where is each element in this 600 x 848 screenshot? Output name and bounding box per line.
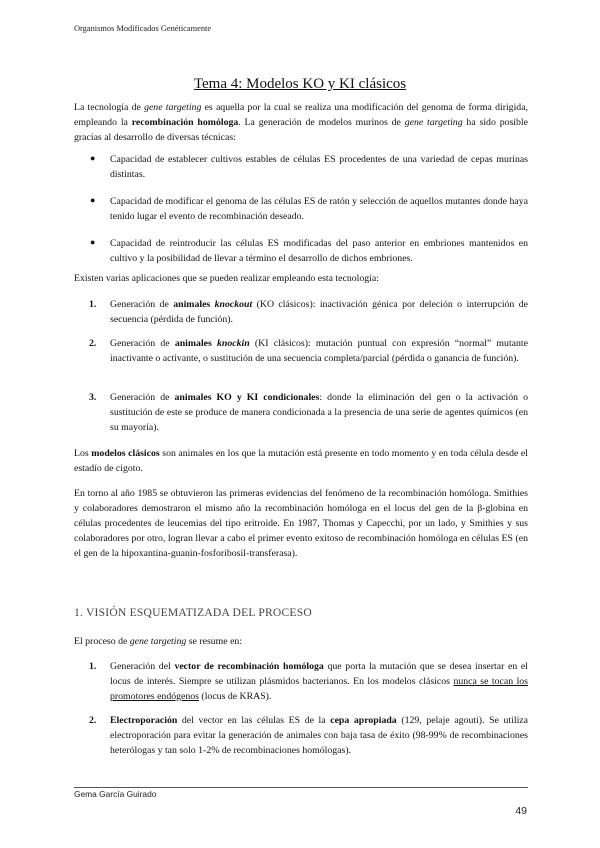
bullet-dot: ● (90, 153, 96, 163)
page-number: 49 (515, 805, 527, 817)
classic-models-paragraph: Los modelos clásicos son animales en los que la mutación está presente en todo momento y en toda célula desde el estadío de cigoto. (74, 448, 528, 474)
bullet-item: Capacidad de modificar el genoma de las células ES de ratón y selección de aquellos mutantes donde haya tenido lugar el evento de recombinación deseado. (110, 196, 528, 222)
history-paragraph: En torno al año 1985 se obtuvieron las primeras evidencias del fenómeno de la recombinación homóloga. Smithies y colaboradores demostraron el mismo año la recombinación homóloga en el locus del gen de la β-globina en células procedentes de leucemias del tipo eritroide. En 1987, Thomas y Capecchi, por un lado, y Smithies y sus colaboradores por otro, logran llevar a cabo el primer evento exitoso de recombinación homóloga en células ES (en el gen de la hipoxantina-guanin-fosforibosil-transferasa). (74, 488, 528, 559)
bullet-item: Capacidad de establecer cultivos estables de células ES procedentes de una variedad de cepas murinas distintas. (110, 154, 528, 180)
section-heading: 1. VISIÓN ESQUEMATIZADA DEL PROCESO (74, 606, 312, 619)
application-item: Generación de animales KO y KI condicionales: donde la eliminación del gen o la activación o sustitución de este se produce de manera condicionada a la presencia de una serie de agentes químicos (en su mayoría). (110, 392, 528, 433)
list-number: 3. (89, 392, 97, 403)
list-number: 1. (89, 661, 97, 672)
bullet-item: Capacidad de reintroducir las células ES modificadas del paso anterior en embriones mantenidos en cultivo y la posibilidad de llevar a término el desarrollo de dichos embriones. (110, 238, 528, 264)
list-number: 1. (89, 299, 97, 310)
process-step: Electroporación del vector en las células ES de la cepa apropiada (129, pelaje agouti). Se utiliza electroporación para evitar la generación de animales con baja tasa de éxito (98-99% de recombinaciones heterólogas y tan solo 1-2% de recombinaciones homólogas). (110, 715, 528, 756)
page-title: Tema 4: Modelos KO y KI clásicos (193, 76, 407, 92)
bullet-dot: ● (90, 195, 96, 205)
application-item: Generación de animales knockout (KO clásicos): inactivación génica por deleción o interrupción de secuencia (pérdida de función). (110, 299, 528, 325)
application-item: Generación de animales knockin (KI clásicos): mutación puntual con expresión “normal” mutante inactivante o activante, o sustitución de una secuencia completa/parcial (pérdida o ganancia de función). (110, 338, 528, 364)
running-header: Organismos Modificados Genéticamente (74, 24, 212, 33)
list-number: 2. (89, 338, 97, 349)
section-intro: El proceso de gene targeting se resume en: (74, 636, 243, 647)
footer-author: Gema García Guirado (74, 789, 157, 799)
process-step: Generación del vector de recombinación homóloga que porta la mutación que se desea insertar en el locus de interés. Siempre se utilizan plásmidos bacterianos. En los modelos clásicos nunca se tocan los promotores endógenos (locus de KRAS). (110, 661, 528, 702)
list-number: 2. (89, 715, 97, 726)
intro-paragraph: La tecnología de gene targeting es aquella por la cual se realiza una modificación del genoma de forma dirigida, empleando la recombinación homóloga. La generación de modelos murinos de gene targeting ha sido posible gracias al desarrollo de diversas técnicas: (74, 102, 528, 143)
bullet-dot: ● (90, 237, 96, 247)
footer-divider (74, 787, 528, 788)
applications-intro: Existen varias aplicaciones que se pueden realizar empleando esta tecnología: (74, 273, 379, 284)
